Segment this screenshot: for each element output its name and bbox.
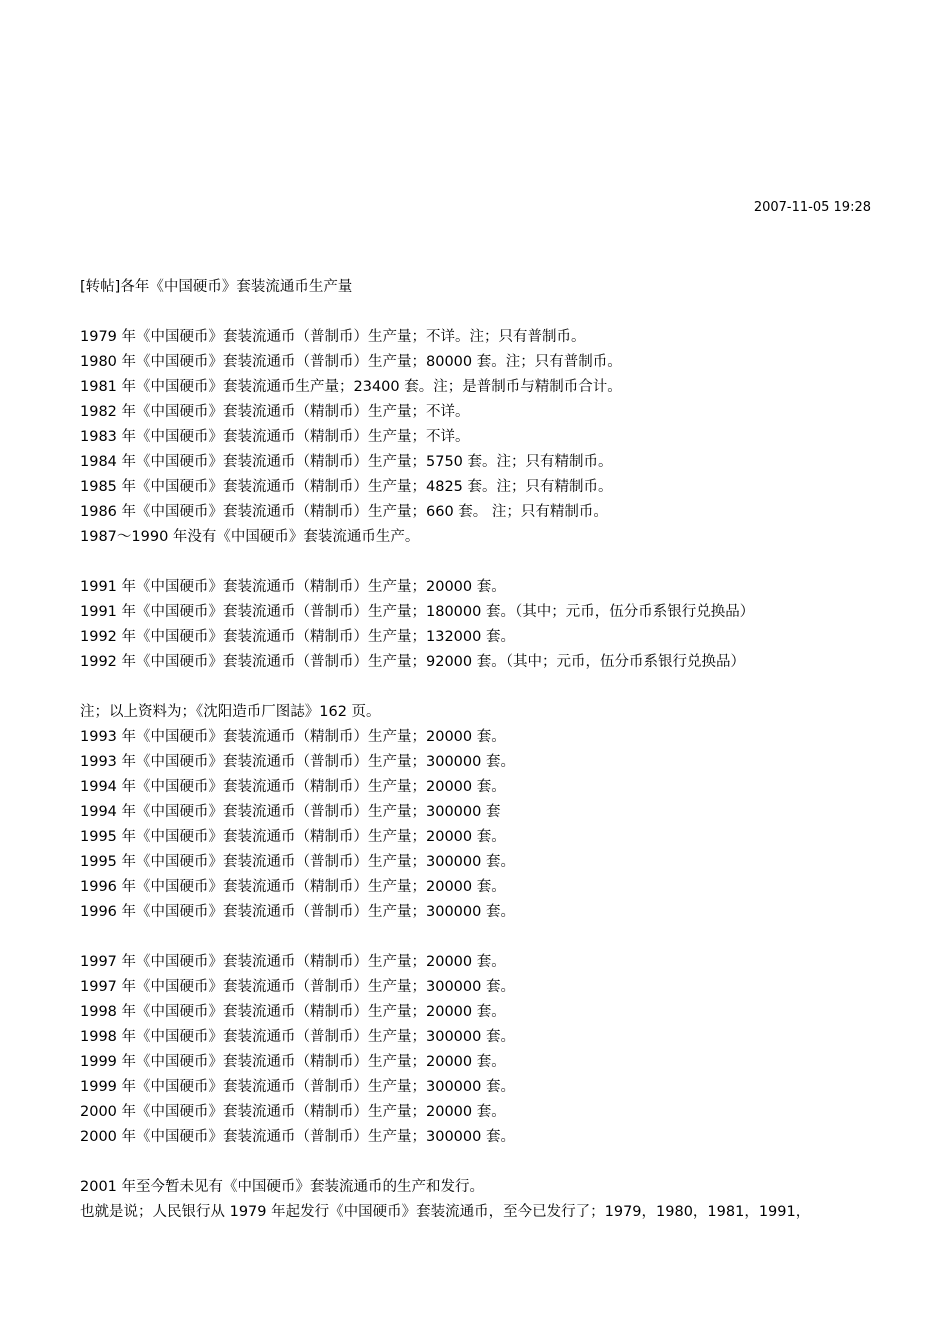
text-line: 1996 年《中国硬币》套装流通币（普制币）生产量；300000 套。	[80, 904, 515, 920]
text-line: 1995 年《中国硬币》套装流通币（普制币）生产量；300000 套。	[80, 854, 515, 870]
text-line: 1996 年《中国硬币》套装流通币（精制币）生产量；20000 套。	[80, 879, 506, 895]
paragraph-gap	[80, 925, 910, 950]
paragraph-gap	[80, 300, 910, 325]
article-paragraphs	[80, 325, 910, 1225]
text-line: 2000 年《中国硬币》套装流通币（普制币）生产量；300000 套。	[80, 1129, 515, 1145]
text-line: 1994 年《中国硬币》套装流通币（普制币）生产量；300000 套	[80, 804, 501, 820]
text-line: 1986 年《中国硬币》套装流通币（精制币）生产量；660 套。 注；只有精制币。	[80, 504, 608, 520]
text-line: 注；以上资料为；《沈阳造币厂图誌》162 页。	[80, 704, 381, 720]
text-line: 1994 年《中国硬币》套装流通币（精制币）生产量；20000 套。	[80, 779, 506, 795]
text-line: 1991 年《中国硬币》套装流通币（普制币）生产量；180000 套。（其中；元币，伍分币系银行兑换品）	[80, 604, 755, 620]
text-line: 1987～1990 年没有《中国硬币》套装流通币生产。	[80, 529, 420, 545]
text-line: 1991 年《中国硬币》套装流通币（精制币）生产量；20000 套。	[80, 579, 506, 595]
paragraph-gap	[80, 550, 910, 575]
text-line: 1997 年《中国硬币》套装流通币（精制币）生产量；20000 套。	[80, 954, 506, 970]
text-line: 1998 年《中国硬币》套装流通币（精制币）生产量；20000 套。	[80, 1004, 506, 1020]
text-line: 2000 年《中国硬币》套装流通币（精制币）生产量；20000 套。	[80, 1104, 506, 1120]
article-title: [转帖]各年《中国硬币》套装流通币生产量	[80, 279, 353, 295]
text-line: 1998 年《中国硬币》套装流通币（普制币）生产量；300000 套。	[80, 1029, 515, 1045]
text-line: 1981 年《中国硬币》套装流通币生产量；23400 套。注；是普制币与精制币合计。	[80, 379, 622, 395]
text-line: 1995 年《中国硬币》套装流通币（精制币）生产量；20000 套。	[80, 829, 506, 845]
text-line: 1979 年《中国硬币》套装流通币（普制币）生产量；不详。注；只有普制币。	[80, 329, 586, 345]
text-line: 1992 年《中国硬币》套装流通币（精制币）生产量；132000 套。	[80, 629, 515, 645]
text-line: 1980 年《中国硬币》套装流通币（普制币）生产量；80000 套。注；只有普制币。	[80, 354, 622, 370]
text-line: 1985 年《中国硬币》套装流通币（精制币）生产量；4825 套。注；只有精制币。	[80, 479, 613, 495]
text-line: 1982 年《中国硬币》套装流通币（精制币）生产量；不详。	[80, 404, 470, 420]
paragraph-gap	[80, 1150, 910, 1175]
post-timestamp: 2007-11-05 19:28	[753, 200, 871, 215]
text-line: 2001 年至今暂未见有《中国硬币》套装流通币的生产和发行。	[80, 1179, 485, 1195]
text-line: 1997 年《中国硬币》套装流通币（普制币）生产量；300000 套。	[80, 979, 515, 995]
text-line: 1993 年《中国硬币》套装流通币（精制币）生产量；20000 套。	[80, 729, 506, 745]
text-line: 1999 年《中国硬币》套装流通币（普制币）生产量；300000 套。	[80, 1079, 515, 1095]
text-line: 1984 年《中国硬币》套装流通币（精制币）生产量；5750 套。注；只有精制币。	[80, 454, 613, 470]
text-line: 1999 年《中国硬币》套装流通币（精制币）生产量；20000 套。	[80, 1054, 506, 1070]
text-line: 1992 年《中国硬币》套装流通币（普制币）生产量；92000 套。（其中；元币，伍分币系银行兑换品）	[80, 654, 745, 670]
paragraph-gap	[80, 675, 910, 700]
article-body	[80, 275, 910, 1225]
text-line: 1993 年《中国硬币》套装流通币（普制币）生产量；300000 套。	[80, 754, 515, 770]
text-line: 1983 年《中国硬币》套装流通币（精制币）生产量；不详。	[80, 429, 470, 445]
text-line: 也就是说；人民银行从 1979 年起发行《中国硬币》套装流通币，至今已发行了；1979，1980，1981，1991，	[80, 1204, 811, 1220]
